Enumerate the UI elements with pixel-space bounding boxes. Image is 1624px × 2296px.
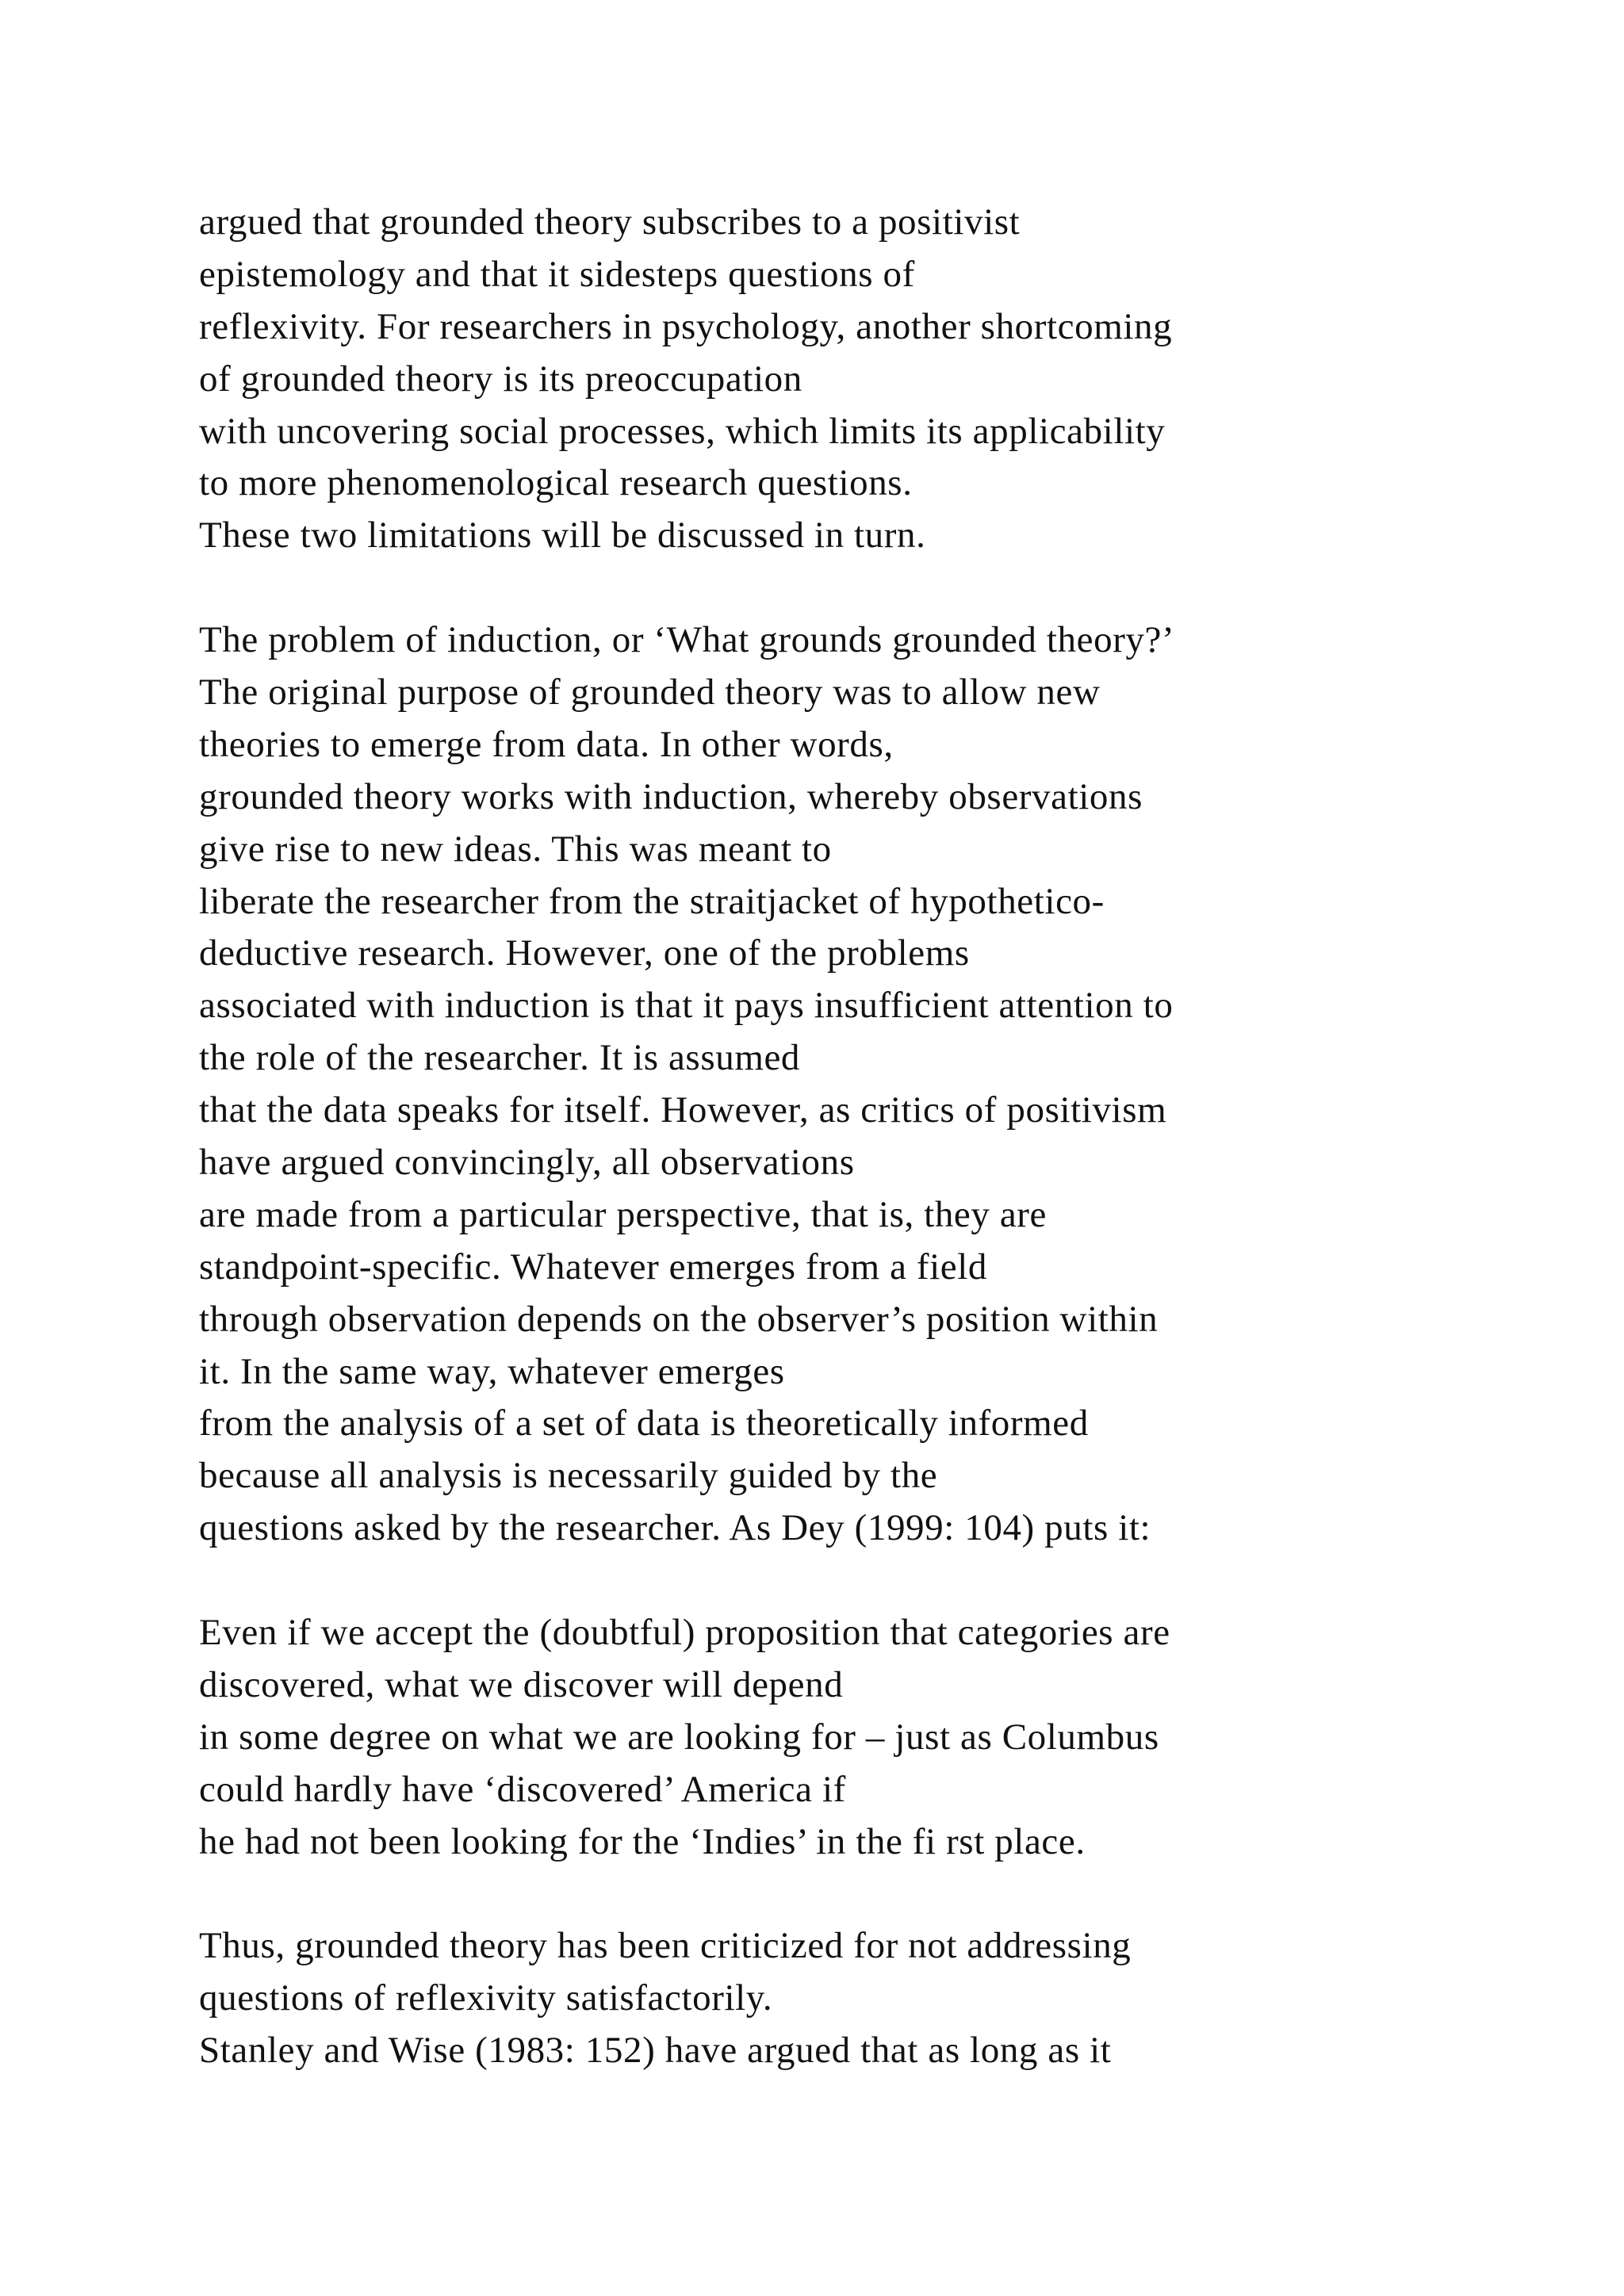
text-line: that the data speaks for itself. However, as critics of positivism [199,1089,1167,1131]
text-line: Stanley and Wise (1983: 152) have argued that as long as it [199,2030,1112,2072]
text-line: The original purpose of grounded theory was to allow new [199,672,1101,714]
text-line: theories to emerge from data. In other words, [199,723,894,765]
text-line: reflexivity. For researchers in psychology, another shortcoming [199,305,1173,347]
paragraph-break [199,562,1547,614]
text-line: Thus, grounded theory has been criticized for not addressing [199,1925,1132,1967]
text-line: from the analysis of a set of data is theoretically informed [199,1402,1089,1445]
text-line: through observation depends on the observer’s position within [199,1298,1159,1340]
text-line: grounded theory works with induction, whereby observations [199,775,1143,817]
text-line: it. In the same way, whatever emerges [199,1350,785,1392]
section-heading-line: The problem of induction, or ‘What grounds grounded theory?’ [199,619,1175,661]
text-line: associated with induction is that it pays insufficient attention to [199,985,1174,1027]
text-line: questions asked by the researcher. As Dey (1999: 104) puts it: [199,1507,1151,1549]
text-line: epistemology and that it sidesteps questions of [199,253,915,295]
text-line: These two limitations will be discussed in turn. [199,515,926,557]
text-line: the role of the researcher. It is assumed [199,1037,801,1079]
text-line: standpoint-specific. Whatever emerges from a field [199,1246,988,1288]
text-line: are made from a particular perspective, that is, they are [199,1193,1048,1235]
quote-line: in some degree on what we are looking for – just as Columbus [199,1716,1159,1758]
quote-line: could hardly have ‘discovered’ America if [199,1768,846,1810]
quote-line: he had not been looking for the ‘Indies’ in the fi rst place. [199,1820,1086,1862]
text-line: liberate the researcher from the straitjacket of hypothetico- [199,880,1105,922]
paragraph-break [199,1555,1547,1607]
quote-line: discovered, what we discover will depend [199,1663,844,1705]
text-line: of grounded theory is its preoccupation [199,358,802,400]
body-text [199,197,1547,2077]
text-line: questions of reflexivity satisfactorily. [199,1977,773,2019]
text-line: give rise to new ideas. This was meant to [199,828,832,870]
text-line: deductive research. However, one of the problems [199,932,970,974]
text-line: with uncovering social processes, which limits its applicability [199,410,1166,452]
paragraph-break [199,1869,1547,1921]
quote-line: Even if we accept the (doubtful) proposition that categories are [199,1612,1170,1654]
text-line: have argued convincingly, all observations [199,1142,855,1184]
text-line: because all analysis is necessarily guided by the [199,1455,938,1497]
text-line: to more phenomenological research questions. [199,462,913,504]
text-line: argued that grounded theory subscribes to a positivist [199,201,1021,243]
